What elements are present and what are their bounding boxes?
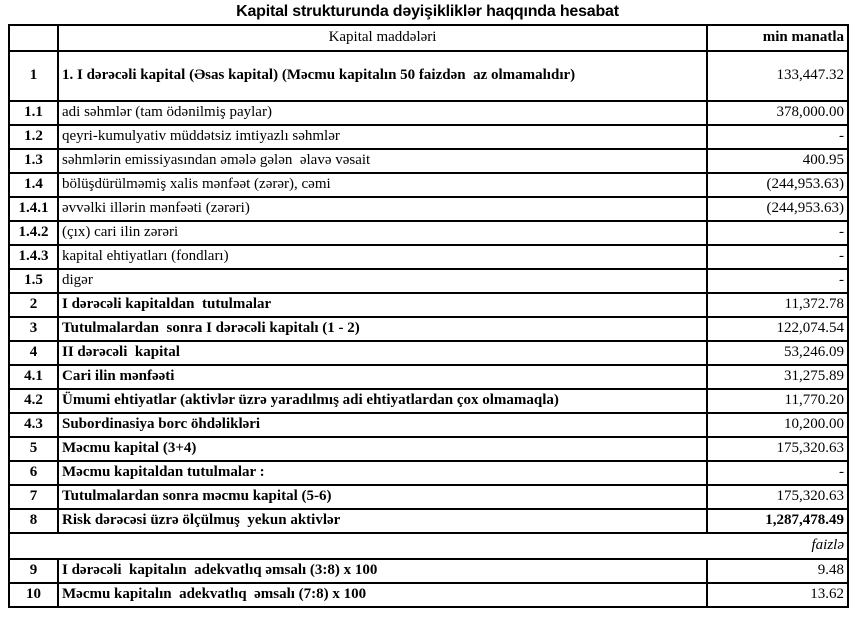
table-row: [9, 221, 848, 245]
row-label: (çıx) cari ilin zərəri: [58, 221, 707, 245]
row-value: 175,320.63: [707, 437, 848, 461]
row-value: (244,953.63): [707, 197, 848, 221]
table-row: [9, 341, 848, 365]
table-row: [9, 389, 848, 413]
row-label: Məcmu kapitaldan tutulmalar :: [58, 461, 707, 485]
row-number: 3: [9, 317, 58, 341]
unit-note-row: [9, 533, 848, 559]
row-number: 1.2: [9, 125, 58, 149]
row-label: Subordinasiya borc öhdəlikləri: [58, 413, 707, 437]
row-number: 10: [9, 583, 58, 607]
table-row: [9, 559, 848, 583]
table-row: [9, 51, 848, 101]
table-row: [9, 509, 848, 533]
table-row: [9, 149, 848, 173]
row-value: 378,000.00: [707, 101, 848, 125]
row-label: bölüşdürülməmiş xalis mənfəət (zərər), cəmi: [58, 173, 707, 197]
row-label: Məcmu kapital (3+4): [58, 437, 707, 461]
table-row: [9, 583, 848, 607]
row-number: 4.2: [9, 389, 58, 413]
row-value: 400.95: [707, 149, 848, 173]
row-number: 1.1: [9, 101, 58, 125]
row-value: 53,246.09: [707, 341, 848, 365]
row-value: -: [707, 221, 848, 245]
table-row: [9, 437, 848, 461]
table-row: [9, 101, 848, 125]
row-number: 9: [9, 559, 58, 583]
row-value: 11,372.78: [707, 293, 848, 317]
row-label: əvvəlki illərin mənfəəti (zərəri): [58, 197, 707, 221]
header-items-label: Kapital maddələri: [58, 25, 707, 51]
row-value: 10,200.00: [707, 413, 848, 437]
row-label: Cari ilin mənfəəti: [58, 365, 707, 389]
row-label: qeyri-kumulyativ müddətsiz imtiyazlı səhmlər: [58, 125, 707, 149]
row-label: Məcmu kapitalın adekvatlıq əmsalı (7:8) x 100: [58, 583, 707, 607]
row-label: Ümumi ehtiyatlar (aktivlər üzrə yaradılmış adi ehtiyatlardan çox olmamaqla): [58, 389, 707, 413]
row-number: 8: [9, 509, 58, 533]
table-row: [9, 485, 848, 509]
row-value: 133,447.32: [707, 51, 848, 101]
table-row: [9, 293, 848, 317]
table-row: [9, 173, 848, 197]
row-label: Tutulmalardan sonra I dərəcəli kapitalı (1 - 2): [58, 317, 707, 341]
row-number: 4.3: [9, 413, 58, 437]
table-row: [9, 197, 848, 221]
unit-note-label: faizlə: [9, 533, 848, 559]
row-value: 122,074.54: [707, 317, 848, 341]
table-body: [9, 51, 848, 607]
row-number: 1.4.1: [9, 197, 58, 221]
row-number: 1.4.3: [9, 245, 58, 269]
row-value: 175,320.63: [707, 485, 848, 509]
row-value: 13.62: [707, 583, 848, 607]
row-value: 11,770.20: [707, 389, 848, 413]
row-label: I dərəcəli kapitalın adekvatlıq əmsalı (3:8) x 100: [58, 559, 707, 583]
row-number: 1: [9, 51, 58, 101]
row-label: digər: [58, 269, 707, 293]
table-row: [9, 461, 848, 485]
row-number: 1.4.2: [9, 221, 58, 245]
row-number: 6: [9, 461, 58, 485]
row-label: II dərəcəli kapital: [58, 341, 707, 365]
row-label: Tutulmalardan sonra məcmu kapital (5-6): [58, 485, 707, 509]
row-label: I dərəcəli kapitaldan tutulmalar: [58, 293, 707, 317]
row-number: 4: [9, 341, 58, 365]
row-value: (244,953.63): [707, 173, 848, 197]
row-value: -: [707, 245, 848, 269]
row-value: -: [707, 125, 848, 149]
header-empty-cell: [9, 25, 58, 51]
row-label: səhmlərin emissiyasından əmələ gələn əlavə vəsait: [58, 149, 707, 173]
row-number: 7: [9, 485, 58, 509]
row-number: 1.3: [9, 149, 58, 173]
row-value: -: [707, 461, 848, 485]
row-value: 31,275.89: [707, 365, 848, 389]
row-number: 5: [9, 437, 58, 461]
row-label: kapital ehtiyatları (fondları): [58, 245, 707, 269]
row-value: 9.48: [707, 559, 848, 583]
row-number: 1.4: [9, 173, 58, 197]
table-row: [9, 317, 848, 341]
table-row: [9, 269, 848, 293]
row-value: -: [707, 269, 848, 293]
row-value: 1,287,478.49: [707, 509, 848, 533]
capital-structure-table: [8, 24, 849, 608]
table-header-row: [9, 25, 848, 51]
row-number: 2: [9, 293, 58, 317]
row-number: 1.5: [9, 269, 58, 293]
row-label: Risk dərəcəsi üzrə ölçülmuş yekun aktivlər: [58, 509, 707, 533]
row-label: adi səhmlər (tam ödənilmiş paylar): [58, 101, 707, 125]
header-unit-label: min manatla: [707, 25, 848, 51]
table-row: [9, 245, 848, 269]
report-title: Kapital strukturunda dəyişikliklər haqqında hesabat: [236, 3, 619, 20]
table-row: [9, 125, 848, 149]
table-row: [9, 365, 848, 389]
row-number: 4.1: [9, 365, 58, 389]
row-label: 1. I dərəcəli kapital (Əsas kapital) (Məcmu kapitalın 50 faizdən az olmamalıdır): [58, 51, 707, 101]
table-row: [9, 413, 848, 437]
